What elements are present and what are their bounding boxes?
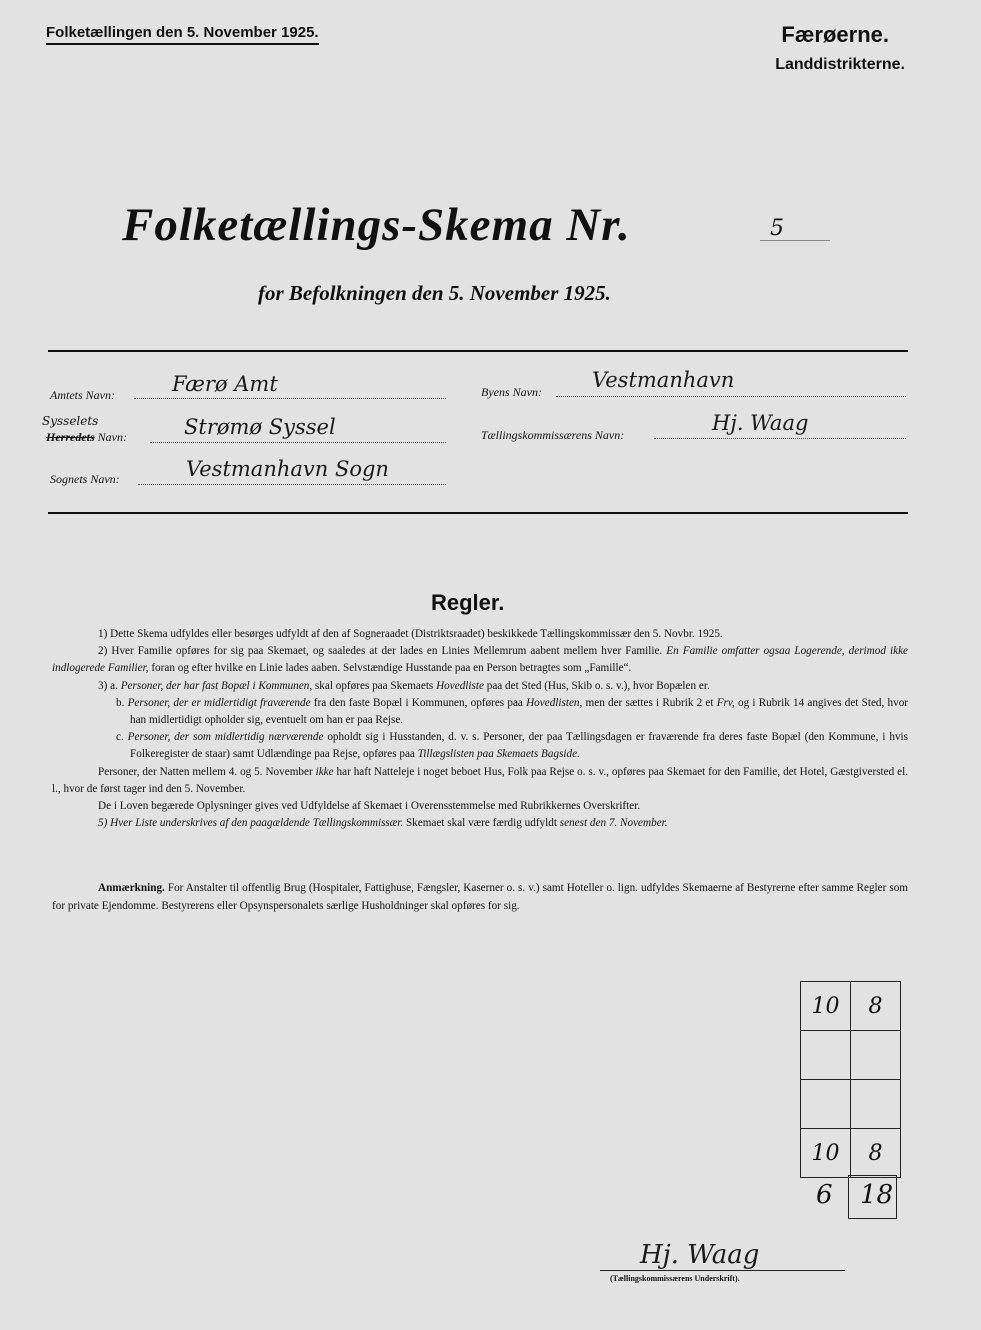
kommissaer-value: Hj. Waag: [712, 411, 809, 435]
rule-2-text-end: foran og efter hvilke en Linie lades aaben. Selvstændige Husstande paa en Person betragtes som „Famille“.: [151, 662, 632, 675]
tally-total-right: 18: [860, 1180, 894, 1210]
top-divider: [48, 350, 908, 352]
tally-cell[interactable]: 10: [801, 1129, 851, 1178]
rule-3c-letter: c.: [116, 731, 124, 744]
rule-3c-italic: Personer, der som midlertidig nærværende: [127, 731, 324, 744]
tally-row: [801, 982, 901, 1031]
tally-row: [801, 1031, 901, 1080]
rule-4a-italic: ikke: [315, 765, 334, 778]
form-number: 5: [770, 216, 784, 241]
rules-heading: Regler.: [431, 590, 505, 615]
remark-label: Anmærkning.: [98, 882, 165, 894]
byens-value: Vestmanhavn: [592, 368, 735, 392]
tally-table: [800, 981, 901, 1178]
sogn-value: Vestmanhavn Sogn: [186, 457, 389, 481]
tally-cell[interactable]: 8: [851, 982, 901, 1031]
signature-line: [600, 1270, 845, 1271]
form-title: Folketællings-Skema Nr.: [122, 199, 631, 251]
rule-3a-text-end: paa det Sted (Hus, Skib o. s. v.), hvor Bopælen er.: [486, 679, 710, 692]
remark-text: For Anstalter til offentlig Brug (Hospitaler, Fattighuse, Fængsler, Kaserner o. s. v.) samt Hoteller o. lign. udfyldes Skemaerne af Bestyrerne efter samme Regler som for private Ejendomme. Bestyrerens eller Opsynspersonalets særlige Husholdninger skal opføres for sig.: [52, 882, 909, 912]
bottom-divider: [48, 512, 908, 514]
tally-total-left: 6: [816, 1180, 833, 1210]
rule-5-italic-2: senest den 7. November.: [559, 817, 668, 830]
rule-2-text: 2) Hver Familie opføres for sig paa Skemaet, og saaledes at der lades en Linies Mellemrum aabent mellem hver Familie.: [98, 645, 663, 658]
tally-cell[interactable]: [851, 1031, 901, 1080]
rule-4a-text-end: har haft Natteleje i noget beboet Hus, Folk paa Rejse o. s. v., opføres paa Skemaet for den Familie, det Hotel, Gæstgiversted el. l., hvor de først tager ind den 5. November.: [52, 765, 908, 795]
region-header: Færøerne.: [781, 22, 889, 47]
tally-cell[interactable]: [851, 1080, 901, 1129]
signature-value: Hj. Waag: [640, 1240, 760, 1270]
rule-3c: [52, 729, 908, 763]
rule-3b-italic-3: Frv,: [716, 696, 735, 709]
rule-3b: [52, 695, 908, 729]
tally-cell[interactable]: 8: [851, 1129, 901, 1178]
herred-label-rest: Navn:: [97, 430, 127, 444]
rule-3b-text-2: men der sættes i Rubrik 2 et: [585, 696, 714, 709]
tally-cell[interactable]: 10: [801, 982, 851, 1031]
rule-1: 1) Dette Skema udfyldes eller besørges udfyldt af den af Sogneraadet (Distriktsraadet) beskikkede Tællingskommissær den 5. Novbr. 1925.: [98, 628, 723, 640]
rule-4b: De i Loven begærede Oplysninger gives ved Udfyldelse af Skemaet i Overensstemmelse med Rubrikkernes Overskrifter.: [98, 800, 641, 813]
rules-body: [52, 626, 908, 832]
sogn-label: Sognets Navn:: [50, 472, 120, 486]
rule-5: [52, 815, 908, 832]
rule-5-italic: 5) Hver Liste underskrives af den paagældende Tællingskommissær.: [98, 817, 404, 830]
rule-3a: [52, 678, 908, 695]
rule-3b-text: fra den faste Bopæl i Kommunen, opføres paa: [313, 696, 523, 709]
rule-3a-italic-2: Hovedliste: [436, 679, 484, 692]
signature-caption: (Tællingskommissærens Underskrift).: [610, 1274, 740, 1283]
rule-3b-letter: b.: [116, 696, 125, 709]
tally-row: [801, 1080, 901, 1129]
herred-correction: Sysselets: [42, 414, 99, 428]
rule-3a-number: 3) a.: [98, 679, 118, 692]
rule-3b-text-end: og i Rubrik 14 angives det Sted, hvor han midlertidigt opholder sig, eventuelt om han er paa Rejse.: [130, 696, 909, 727]
kommissaer-label: Tællingskommissærens Navn:: [481, 428, 625, 442]
form-subtitle: for Befolkningen den 5. November 1925.: [258, 281, 611, 305]
herred-label: [46, 430, 127, 445]
rule-3b-italic-2: Hovedlisten,: [526, 696, 583, 709]
rule-2-italic: En Familie omfatter ogsaa Logerende, derimod ikke indlogerede Familier,: [52, 645, 908, 675]
rule-2: [52, 643, 908, 677]
rule-3a-text: skal opføres paa Skemaets: [314, 679, 434, 692]
amt-value: Færø Amt: [172, 372, 278, 396]
tally-cell[interactable]: [801, 1080, 851, 1129]
amt-label: Amtets Navn:: [50, 388, 115, 402]
district-header: Landdistrikterne.: [775, 56, 905, 73]
tally-cell[interactable]: [801, 1031, 851, 1080]
rule-3c-text: opholdt sig i Husstanden, d. v. s. Personer, der paa Tællingsdagen er fraværende fra deres faste Bopæl (den Kommune, i hvis Folkeregister de staar) samt Udlændinge paa Rejse, opføres paa: [130, 731, 908, 761]
tally-row: [801, 1129, 901, 1178]
rule-3c-italic-2: Tillægslisten paa Skemaets Bagside.: [417, 748, 580, 761]
rule-4a-text: Personer, der Natten mellem 4. og 5. November: [98, 765, 313, 778]
byens-label: Byens Navn:: [481, 385, 542, 399]
herred-label-struck: Herredets: [46, 430, 95, 444]
rule-4a: [52, 764, 908, 798]
rule-3a-italic: Personer, der har fast Bopæl i Kommunen,: [120, 679, 313, 692]
herred-value: Strømø Syssel: [184, 415, 336, 439]
remark: [52, 880, 908, 915]
rule-5-text: Skemaet skal være færdig udfyldt: [405, 817, 557, 830]
census-date-header: Folketællingen den 5. November 1925.: [46, 24, 319, 45]
form-number-line: [760, 240, 830, 241]
rule-3b-italic: Personer, der er midlertidigt fraværende: [127, 696, 311, 709]
